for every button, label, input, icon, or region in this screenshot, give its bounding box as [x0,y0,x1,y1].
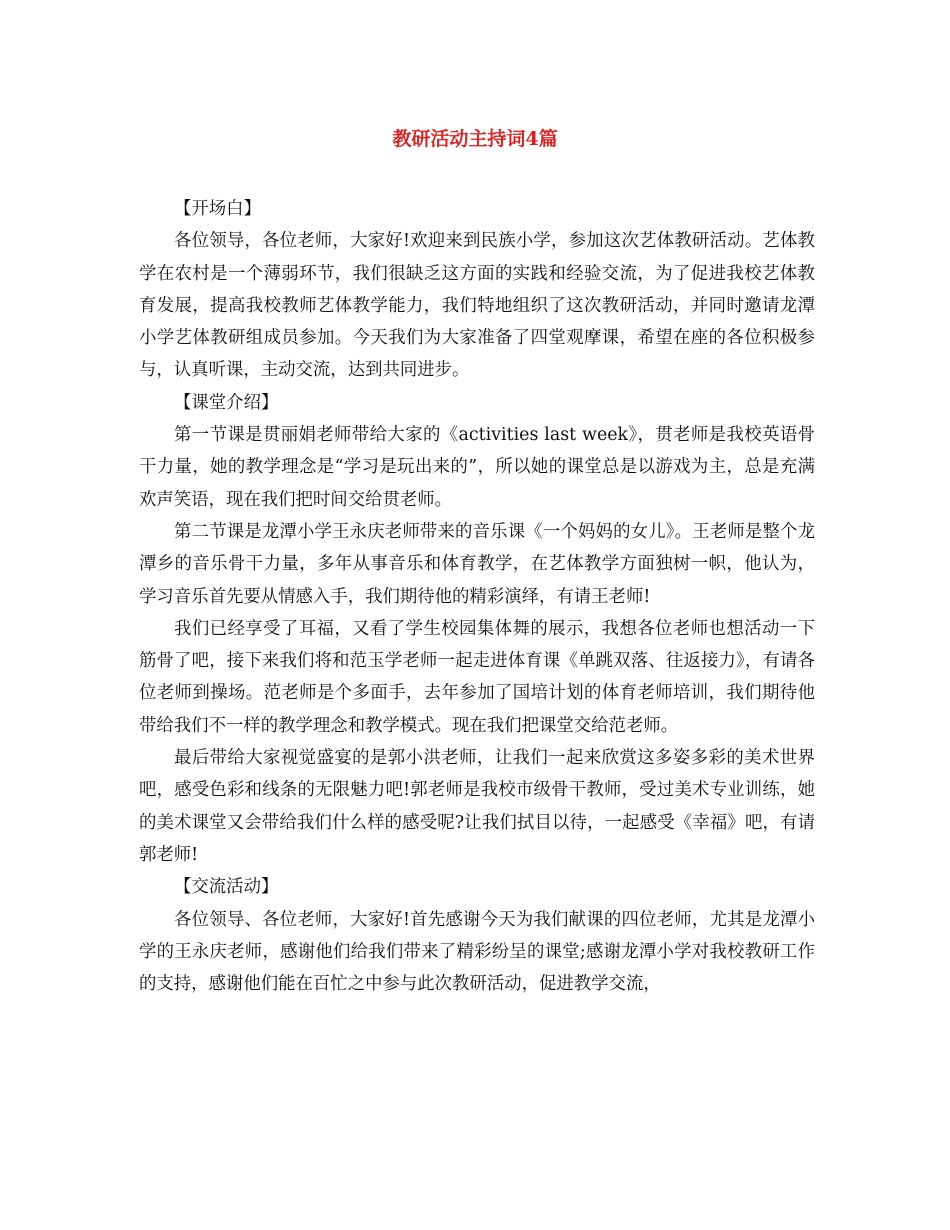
section-heading-exchange: 【交流活动】 [174,877,279,898]
document-title: 教研活动主持词4篇 [392,128,558,150]
section-heading-class-intro: 【课堂介绍】 [174,392,279,413]
paragraph-first-class: 第一节课是贯丽娟老师带给大家的《activities last week》，贯老师是我校英语骨干力量，她的教学理念是“学习是玩出来的”，所以她的课堂总是以游戏为主，总是充满欢声笑语，现在我们把时间交给贯老师。 [139,425,815,510]
document-body [139,193,815,1000]
paragraph-opening: 各位领导，各位老师，大家好!欢迎来到民族小学，参加这次艺体教研活动。艺体教学在农村是一个薄弱环节，我们很缺乏这方面的实践和经验交流，为了促进我校艺体教育发展，提高我校教师艺体教学能力，我们特地组织了这次教研活动，并同时邀请龙潭小学艺体教研组成员参加。今天我们为大家准备了四堂观摩课，希望在座的各位积极参与，认真听课，主动交流，达到共同进步。 [139,231,815,381]
section-heading-opening: 【开场白】 [174,199,261,219]
paragraph-second-class: 第二节课是龙潭小学王永庆老师带来的音乐课《一个妈妈的女儿》。王老师是整个龙潭乡的音乐骨干力量，多年从事音乐和体育教学，在艺体教学方面独树一帜，他认为，学习音乐首先要从情感入手，我们期待他的精彩演绎，有请王老师! [139,521,815,607]
paragraph-exchange: 各位领导、各位老师，大家好!首先感谢今天为我们献课的四位老师，尤其是龙潭小学的王永庆老师，感谢他们给我们带来了精彩纷呈的课堂;感谢龙潭小学对我校教研工作的支持，感谢他们能在百忙之中参与此次教研活动，促进教学交流， [139,909,815,995]
paragraph-third-class: 我们已经享受了耳福，又看了学生校园集体舞的展示，我想各位老师也想活动一下筋骨了吧，接下来我们将和范玉学老师一起走进体育课《单跳双落、往返接力》，有请各位老师到操场。范老师是个多面手，去年参加了国培计划的体育老师培训，我们期待他带给我们不一样的教学理念和教学模式。现在我们把课堂交给范老师。 [139,618,815,736]
paragraph-fourth-class: 最后带给大家视觉盛宴的是郭小洪老师，让我们一起来欣赏这多姿多彩的美术世界吧，感受色彩和线条的无限魅力吧!郭老师是我校市级骨干教师，受过美术专业训练，她的美术课堂又会带给我们什么样的感受呢?让我们拭目以待，一起感受《幸福》吧，有请郭老师! [139,748,815,865]
